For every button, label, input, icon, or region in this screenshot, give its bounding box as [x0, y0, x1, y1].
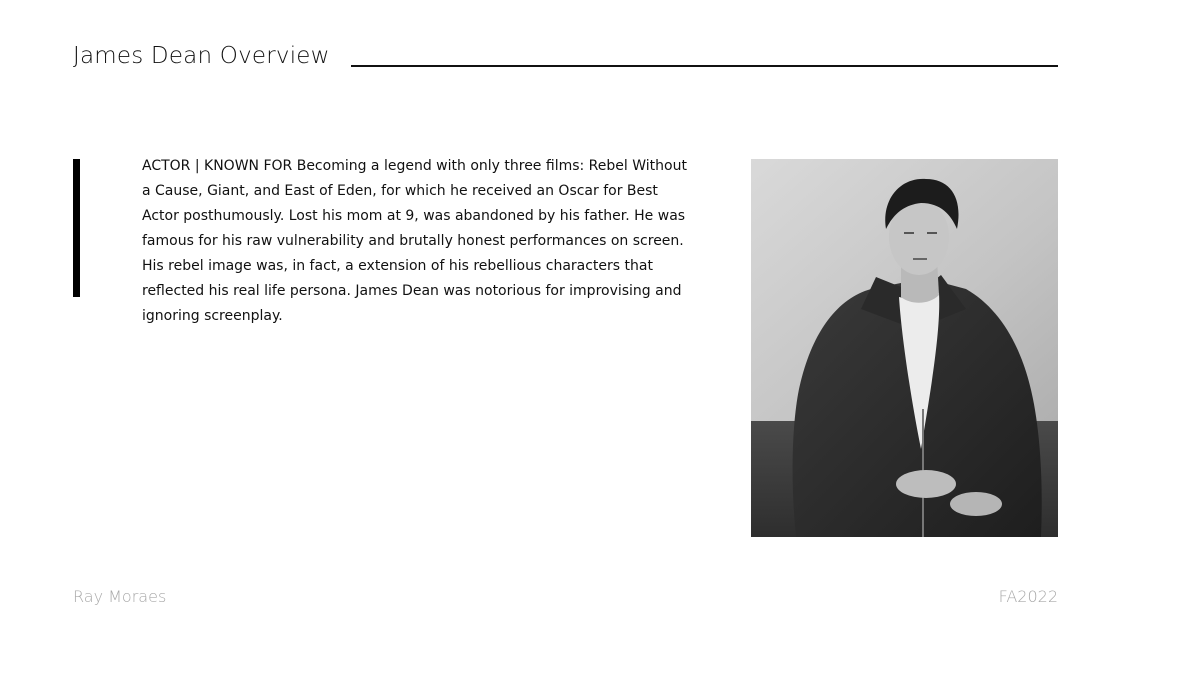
footer-term: FA2022 — [998, 587, 1058, 606]
title-divider — [351, 65, 1058, 67]
body-paragraph: ACTOR | KNOWN FOR Becoming a legend with only three films: Rebel Without a Cause, Giant, and East of Eden, for which he received an Oscar for Best Actor posthumously. Lost his mom at 9, was abandoned by his father. He was famous for his raw vulnerability and brutally honest performances on screen. His rebel image was, in fact, a extension of his rebellious characters that reflected his real life persona. James Dean was notorious for improvising and ignoring screenplay. — [142, 158, 687, 324]
accent-bar — [73, 159, 80, 297]
slide-title: James Dean Overview — [73, 43, 330, 69]
footer-author: Ray Moraes — [73, 587, 167, 606]
portrait-photo — [751, 159, 1058, 537]
portrait-photo-icon — [751, 159, 1058, 537]
